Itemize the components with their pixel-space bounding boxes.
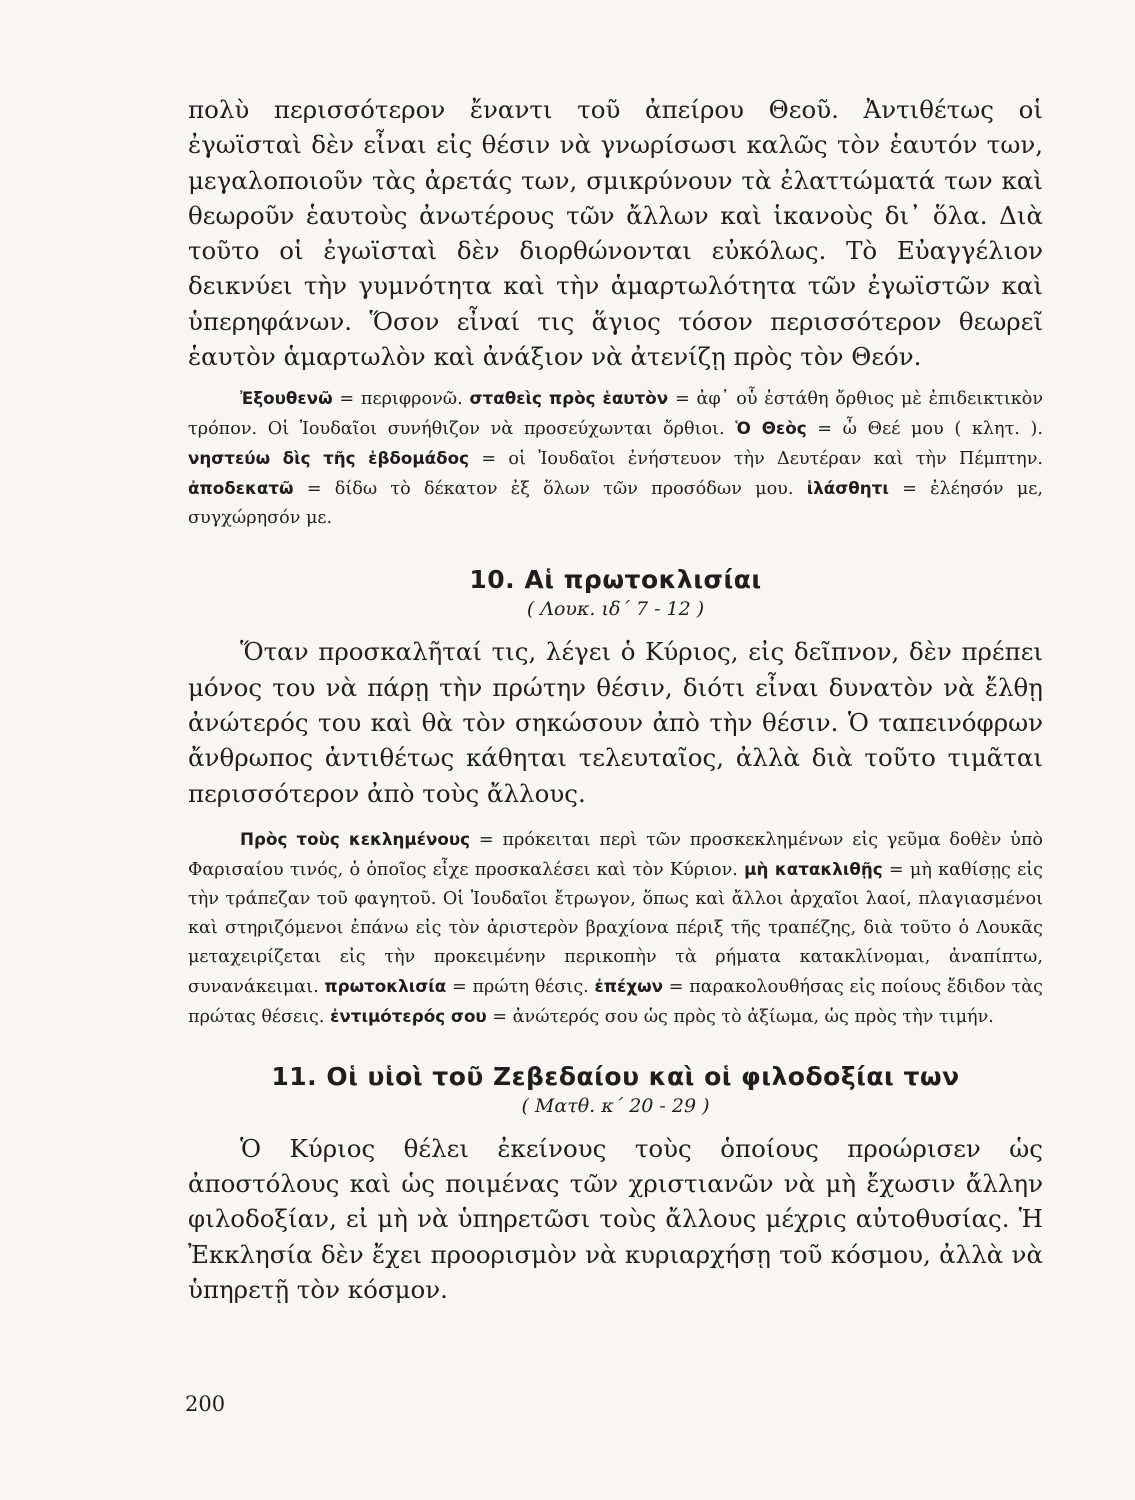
glossary-term: μὴ κατακλιθῇς (744, 858, 883, 879)
glossary-text: = μὴ καθίσῃς εἰς τὴν τράπεζαν τοῦ φαγητοῦ. Οἱ Ἰουδαῖοι ἔτρωγον, ὅπως καὶ ἄλλοι ἀρχαῖοι λαοί, πλαγιασμένοι καὶ στηριζόμενοι ἐπάνω εἰς τὸν ἀριστερὸν βραχίονα πέριξ τῆς τραπέζης, διὰ τοῦτο ὁ Λουκᾶς μεταχειρίζεται εἰς τὴν προκειμένην περικοπὴν τὰ ρήματα κατακλίνομαι, ἀναπίπτω, συνανάκειμαι. (188, 859, 1043, 997)
section-10-reference: ( Λουκ. ιδ΄ 7 - 12 ) (526, 598, 705, 621)
glossary-text: = ἐλέησόν με, συγχώρησόν με. (188, 479, 1043, 529)
glossary-term: ἐπέχων (594, 975, 664, 996)
glossary-text: = ἀνώτερός σου ὡς πρὸς τὸ ἀξίωμα, ὡς πρὸς τὴν τιμήν. (486, 1006, 994, 1027)
glossary-term: νηστεύω δὶς τῆς ἑβδομάδος (188, 448, 470, 469)
glossary-term: πρωτοκλισία (324, 975, 447, 996)
section-11-paragraph: Ὁ Κύριος θέλει ἐκείνους τοὺς ὁποίους προώρισεν ὡς ἀποστόλους καὶ ὡς ποιμένας τῶν χριστιανῶν νὰ μὴ ἔχωσιν ἄλλην φιλοδοξίαν, εἰ μὴ νὰ ὑπηρετῶσι τοὺς ἄλλους μέχρις αὐτοθυσίας. Ἡ Ἐκκλησία δὲν ἔχει προορισμὸν νὰ κυριαρχήσῃ τοῦ κόσμου, ἀλλὰ νὰ ὑπηρετῇ τὸν κόσμον. (188, 1133, 1043, 1305)
glossary-term: Πρὸς τοὺς κεκλημένους (240, 828, 471, 849)
glossary-text: = πρόκειται περὶ τῶν προσκεκλημένων εἰς γεῦμα δοθὲν ὑπὸ Φαρισαίου τινός, ὁ ὁποῖος εἶχε προσκαλέσει καὶ τὸν Κύριον. (188, 829, 1043, 880)
glossary-term: ἱλάσθητι (806, 478, 889, 499)
glossary-term: ἀποδεκατῶ (188, 478, 294, 499)
glossary-notes-2 (188, 825, 1043, 1032)
glossary-text: = περιφρονῶ. (332, 389, 470, 410)
glossary-text: = παρακολουθήσας εἰς ποίους ἔδιδον τὰς πρώτας θέσεις. (188, 976, 1043, 1027)
page-number: 200 (185, 1392, 226, 1416)
glossary-text: = ὦ Θεέ μου ( κλητ. ). (806, 419, 1044, 440)
glossary-term: ἐντιμότερός σου (330, 1005, 487, 1026)
section-11-heading: 11. Οἱ υἱοὶ τοῦ Ζεβεδαίου καὶ οἱ φιλοδοξίαι των (271, 1061, 960, 1091)
section-11-reference: ( Ματθ. κ΄ 20 - 29 ) (521, 1094, 710, 1117)
glossary-text: = ἀφ᾿ οὗ ἐστάθη ὄρθιος μὲ ἐπιδεικτικὸν τρόπον. Οἱ Ἰουδαῖοι συνήθιζον νὰ προσεύχωνται ὄρθιοι. (188, 389, 1044, 440)
section-10-paragraph: Ὅταν προσκαλῆταί τις, λέγει ὁ Κύριος, εἰς δεῖπνον, δὲν πρέπει μόνος του νὰ πάρῃ τὴν πρώτην θέσιν, διότι εἶναι δυνατὸν νὰ ἔλθῃ ἀνώτερός του καὶ θὰ τὸν σηκώσουν ἀπὸ τὴν θέσιν. Ὁ ταπεινόφρων ἄνθρωπος ἀντιθέτως κάθηται τελευταῖος, ἀλλὰ διὰ τοῦτο τιμᾶται περισσότερον ἀπὸ τοὺς ἄλλους. (188, 637, 1043, 808)
glossary-text: = οἱ Ἰουδαῖοι ἐνήστευον τὴν Δευτέραν καὶ τὴν Πέμπτην. (469, 449, 1043, 470)
section-10-heading: 10. Αἱ πρωτοκλισίαι (469, 565, 762, 595)
glossary-notes-1 (188, 384, 1043, 533)
intro-paragraph: πολὺ περισσότερον ἔναντι τοῦ ἀπείρου Θεοῦ. Ἀντιθέτως οἱ ἐγωϊσταὶ δὲν εἶναι εἰς θέσιν νὰ γνωρίσωσι καλῶς τὸν ἑαυτόν των, μεγαλοποιοῦν τὰς ἀρετάς των, σμικρύνουν τὰ ἐλαττώματά των καὶ θεωροῦν ἑαυτοὺς ἀνωτέρους τῶν ἄλλων καὶ ἱκανοὺς δι᾿ ὅλα. Διὰ τοῦτο οἱ ἐγωϊσταὶ δὲν διορθώνονται εὐκόλως. Τὸ Εὐαγγέλιον δεικνύει τὴν γυμνότητα καὶ τὴν ἁμαρτωλότητα τῶν ἐγωϊστῶν καὶ ὑπερηφάνων. Ὅσον εἶναί τις ἅγιος τόσον περισσότερον θεωρεῖ ἑαυτὸν ἁμαρτωλὸν καὶ ἀνάξιον νὰ ἀτενίζῃ πρὸς τὸν Θεόν. (188, 95, 1043, 372)
glossary-term: Ὁ Θεὸς (735, 418, 807, 439)
glossary-text: = πρώτη θέσις. (446, 976, 595, 997)
glossary-text: = δίδω τὸ δέκατον ἐξ ὅλων τῶν προσόδων μου. (293, 479, 807, 500)
glossary-term: σταθεὶς πρὸς ἑαυτὸν (469, 388, 669, 409)
glossary-term: Ἐξουθενῶ (240, 388, 333, 409)
